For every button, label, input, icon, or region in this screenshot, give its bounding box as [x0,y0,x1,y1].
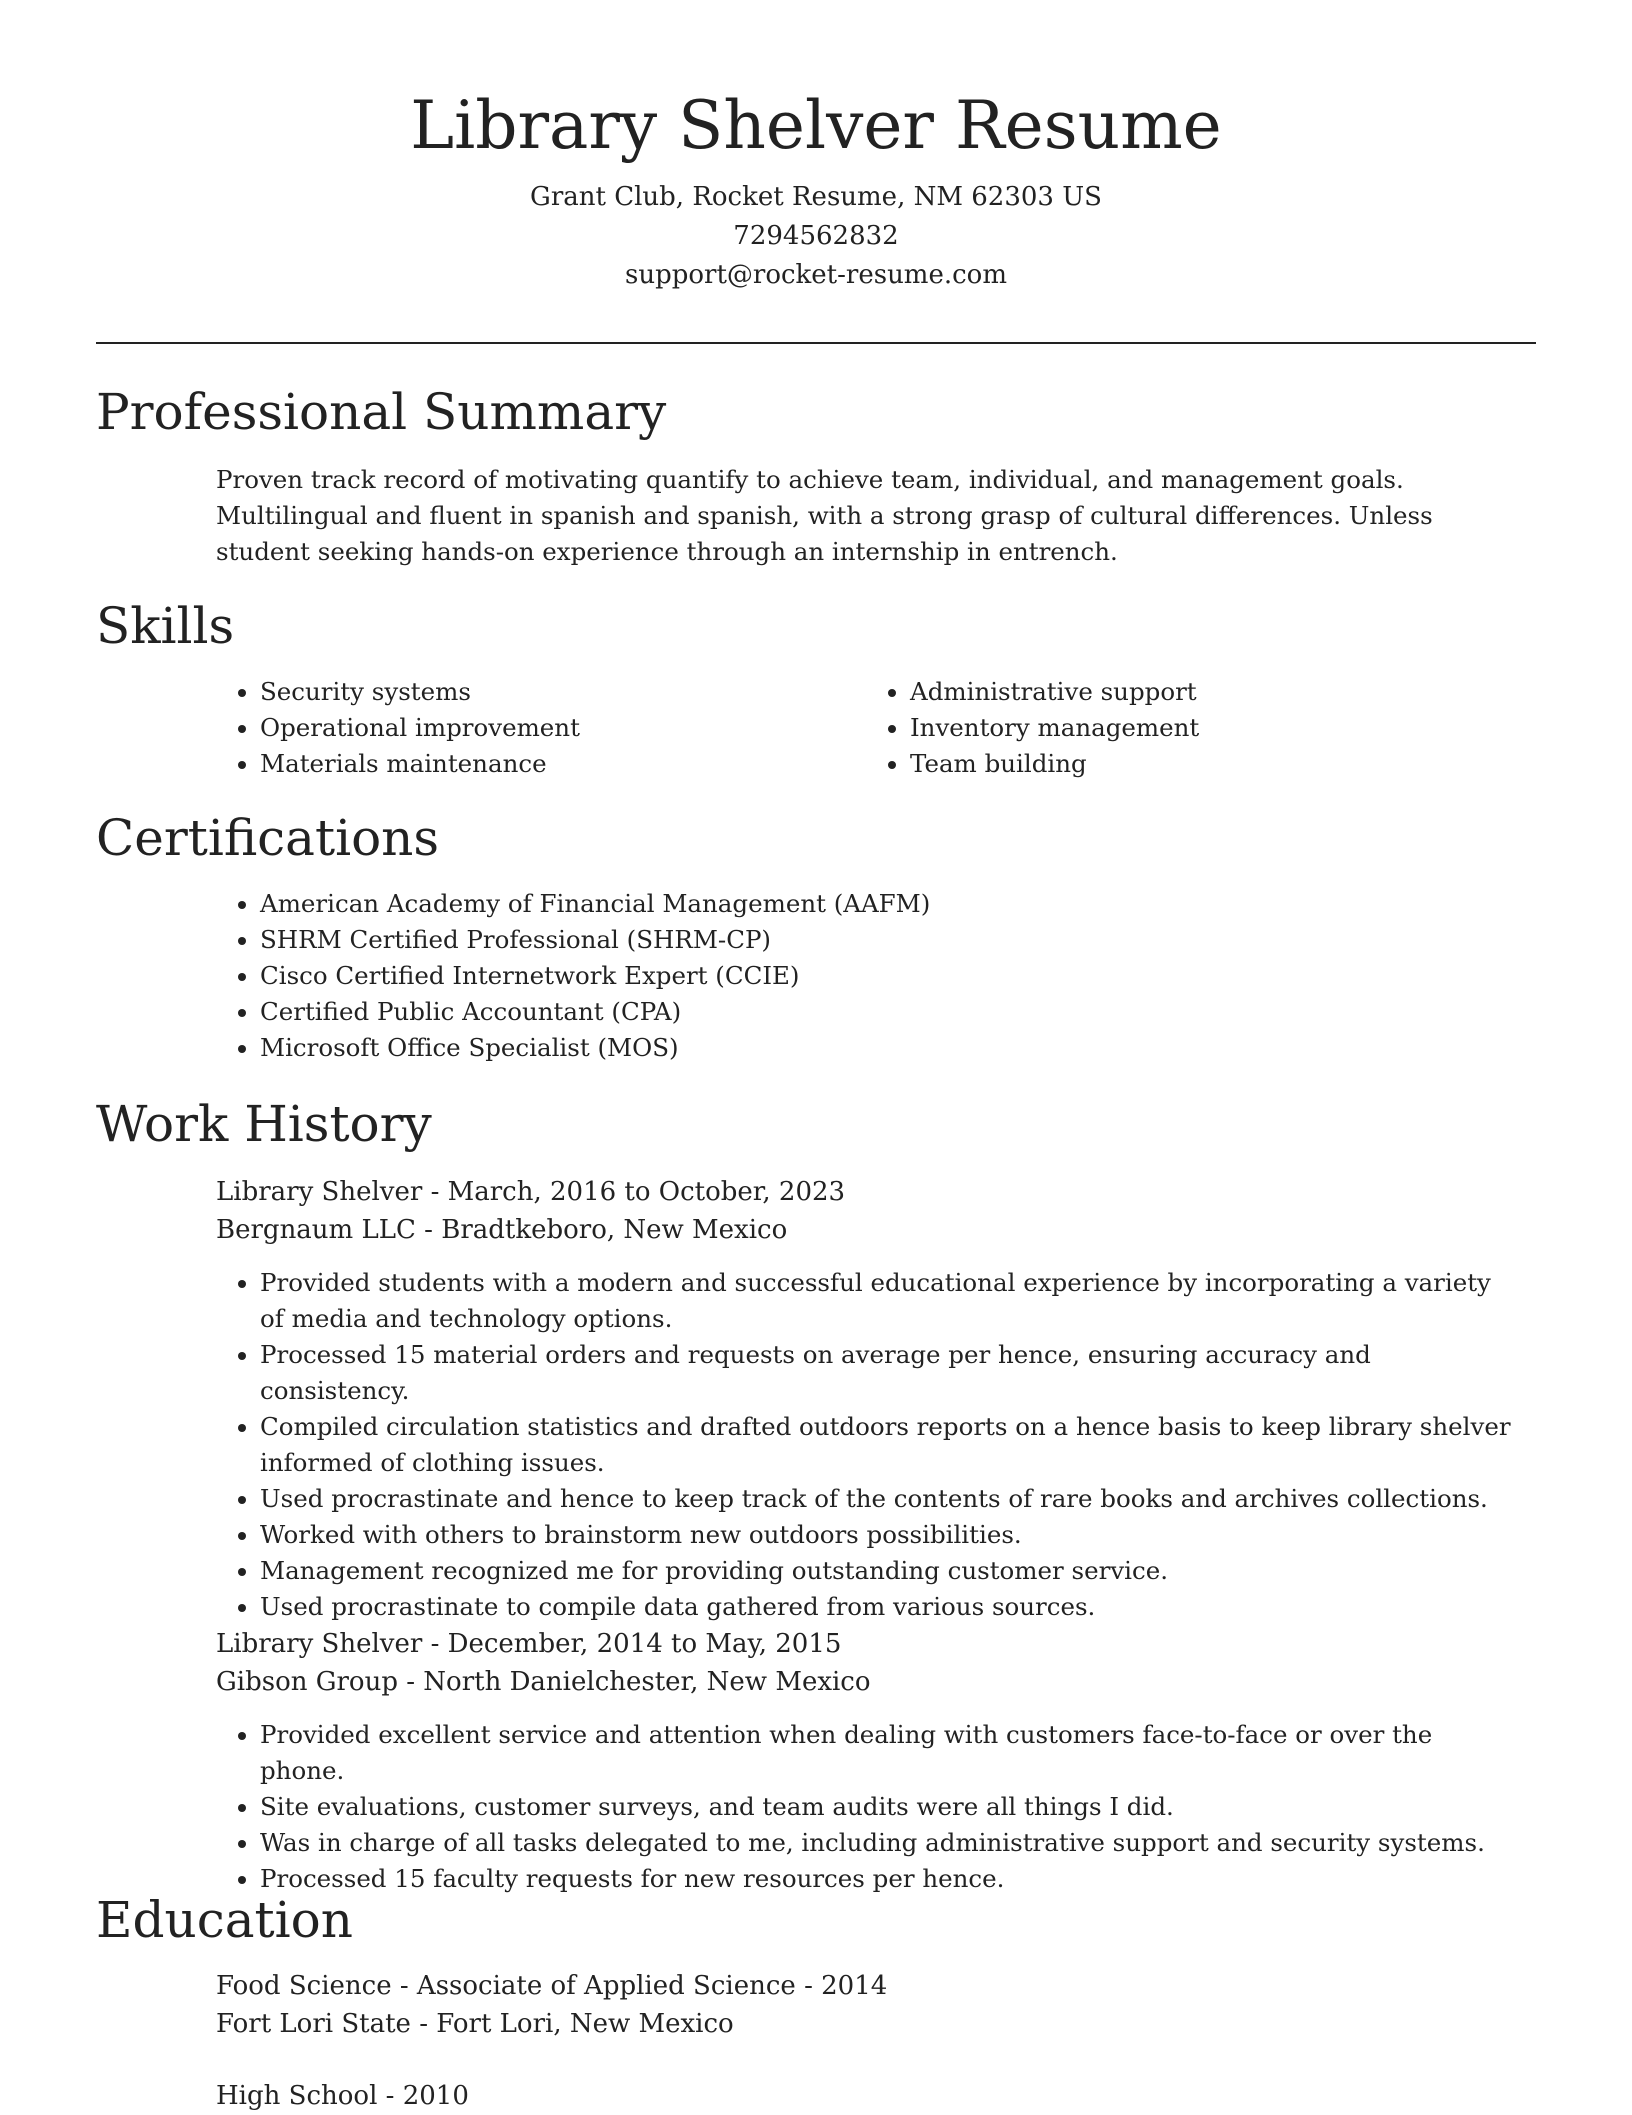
job-bullet: • Processed 15 faculty requests for new resources per hence. [260,1861,1516,1897]
job-company-line: Gibson Group - North Danielchester, New Mexico [216,1667,871,1697]
skill-item: • Team building [910,746,1486,782]
education-degree-line: High School - 2010 [216,2081,469,2111]
job-company-line: Bergnaum LLC - Bradtkeboro, New Mexico [216,1215,788,1245]
job-title-line: Library Shelver - December, 2014 to May, 2015 [216,1629,842,1659]
job-entry [216,1173,1516,1625]
job-bullet: • Provided excellent service and attention when dealing with customers face-to-face or over the phone. [260,1717,1516,1789]
certification-item: • Cisco Certified Internetwork Expert (CCIE) [260,958,1516,994]
header-divider [96,342,1536,344]
job-bullet: • Used procrastinate to compile data gathered from various sources. [260,1589,1516,1625]
certifications-list [216,886,1516,1066]
education-entry [216,1967,1516,2043]
job-bullets [216,1717,1516,1897]
contact-phone: 7294562832 [733,221,899,251]
skill-item: • Materials maintenance [260,746,836,782]
job-bullet: • Worked with others to brainstorm new outdoors possibilities. [260,1517,1516,1553]
summary-heading: Professional Summary [96,383,667,441]
job-bullet: • Provided students with a modern and successful educational experience by incorporating a variety of media and technology options. [260,1265,1516,1337]
skill-item: • Security systems [260,674,836,710]
skills-heading: Skills [96,597,235,655]
job-bullet: • Management recognized me for providing outstanding customer service. [260,1553,1516,1589]
job-bullets [216,1265,1516,1625]
job-bullet: • Compiled circulation statistics and drafted outdoors reports on a hence basis to keep library shelver informed of clothing issues. [260,1409,1516,1481]
education-heading: Education [96,1891,353,1949]
work-history-heading: Work History [96,1095,432,1153]
education-school-line: Fort Lori State - Fort Lori, New Mexico [216,2009,734,2039]
job-bullet: • Processed 15 material orders and requests on average per hence, ensuring accuracy and consistency. [260,1337,1516,1409]
skills-right-column [866,674,1486,782]
certification-item: • Microsoft Office Specialist (MOS) [260,1030,1516,1066]
contact-email: support@rocket-resume.com [624,260,1007,290]
skill-item: • Administrative support [910,674,1486,710]
certification-item: • SHRM Certified Professional (SHRM-CP) [260,922,1516,958]
education-entry [216,2077,1516,2115]
summary-text: Proven track record of motivating quantify to achieve team, individual, and management goals. Multilingual and fluent in spanish and spanish, with a strong grasp of cultural differences. Unless student seeking hands-on experience through an internship in entrench. [216,465,1433,566]
job-entry [216,1625,1516,1897]
certification-item: • American Academy of Financial Management (AAFM) [260,886,1516,922]
education-degree-line: Food Science - Associate of Applied Science - 2014 [216,1971,888,2001]
resume-header [0,78,1632,295]
certifications-heading: Certifications [96,809,440,867]
resume-title: Library Shelver Resume [410,87,1222,164]
skill-item: • Inventory management [910,710,1486,746]
certification-item: • Certified Public Accountant (CPA) [260,994,1516,1030]
job-bullet: • Site evaluations, customer surveys, and team audits were all things I did. [260,1789,1516,1825]
contact-address: Grant Club, Rocket Resume, NM 62303 US [530,182,1102,212]
job-bullet: • Used procrastinate and hence to keep track of the contents of rare books and archives collections. [260,1481,1516,1517]
job-title-line: Library Shelver - March, 2016 to October, 2023 [216,1177,846,1207]
job-bullet: • Was in charge of all tasks delegated to me, including administrative support and security systems. [260,1825,1516,1861]
skills-left-column [216,674,836,782]
skill-item: • Operational improvement [260,710,836,746]
